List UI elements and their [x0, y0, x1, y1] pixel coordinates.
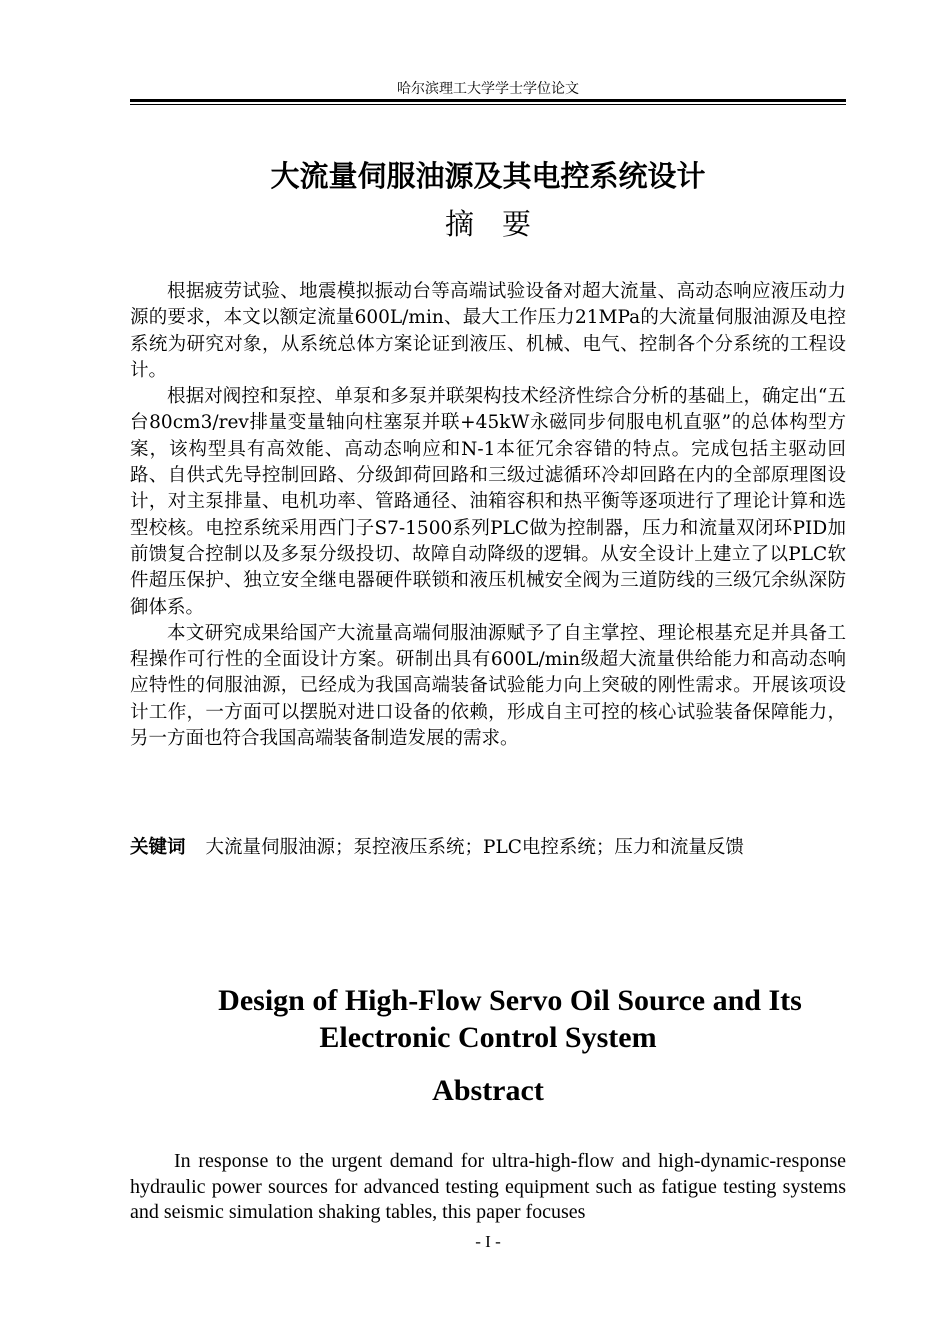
- english-abstract-heading: Abstract: [432, 1074, 544, 1107]
- chinese-paragraph-1: 根据疲劳试验、地震模拟振动台等高端试验设备对超大流量、高动态响应液压动力源的要求，本文以额定流量600L/min、最大工作压力21MPa的大流量伺服油源及电控系统为研究对象，从系统总体方案论证到液压、机械、电气、控制各个分系统的工程设计。: [130, 281, 846, 381]
- english-title: [130, 982, 846, 1056]
- chinese-keywords: [130, 835, 846, 861]
- keywords-label: 关键词: [130, 837, 186, 858]
- page-number: - I -: [475, 1232, 501, 1251]
- chinese-abstract-body: [130, 279, 846, 752]
- english-paragraph-1: In response to the urgent demand for ultra-high-flow and high-dynamic-response hydraulic power sources for advanced testing equipment such as fatigue testing systems and seismic simulation shaking tables, this paper focuses: [130, 1150, 846, 1223]
- chinese-title: 大流量伺服油源及其电控系统设计: [270, 159, 706, 193]
- header-rule-thin: [130, 104, 846, 105]
- chinese-paragraph-3: 本文研究成果给国产大流量高端伺服油源赋予了自主掌控、理论根基充足并具备工程操作可行性的全面设计方案。研制出具有600L/min级超大流量供给能力和高动态响应特性的伺服油源，已经成为我国高端装备试验能力向上突破的刚性需求。开展该项设计工作，一方面可以摆脱对进口设备的依赖，形成自主可控的核心试验装备保障能力，另一方面也符合我国高端装备制造发展的需求。: [130, 622, 846, 750]
- keywords-text: 大流量伺服油源；泵控液压系统；PLC电控系统；压力和流量反馈: [205, 837, 744, 858]
- english-title-line-2: Electronic Control System: [319, 1021, 657, 1054]
- english-abstract-body: [130, 1149, 846, 1227]
- chinese-abstract-heading: 摘要: [444, 207, 559, 241]
- running-header: 哈尔滨理工大学学士学位论文: [397, 81, 579, 97]
- english-title-line-1: Design of High-Flow Servo Oil Source and Its: [218, 984, 802, 1017]
- chinese-paragraph-2: 根据对阀控和泵控、单泵和多泵并联架构技术经济性综合分析的基础上，确定出“五台80cm3/rev排量变量轴向柱塞泵并联+45kW永磁同步伺服电机直驱”的总体构型方案，该构型具有高效能、高动态响应和N-1本征冗余容错的特点。完成包括主驱动回路、自供式先导控制回路、分级卸荷回路和三级过滤循环冷却回路在内的全部原理图设计，对主泵排量、电机功率、管路通径、油箱容积和热平衡等逐项进行了理论计算和选型校核。电控系统采用西门子S7-1500系列PLC做为控制器，压力和流量双闭环PID加前馈复合控制以及多泵分级投切、故障自动降级的逻辑。从安全设计上建立了以PLC软件超压保护、独立安全继电器硬件联锁和液压机械安全阀为三道防线的三级冗余纵深防御体系。: [130, 386, 846, 618]
- header-rule-thick: [130, 99, 846, 102]
